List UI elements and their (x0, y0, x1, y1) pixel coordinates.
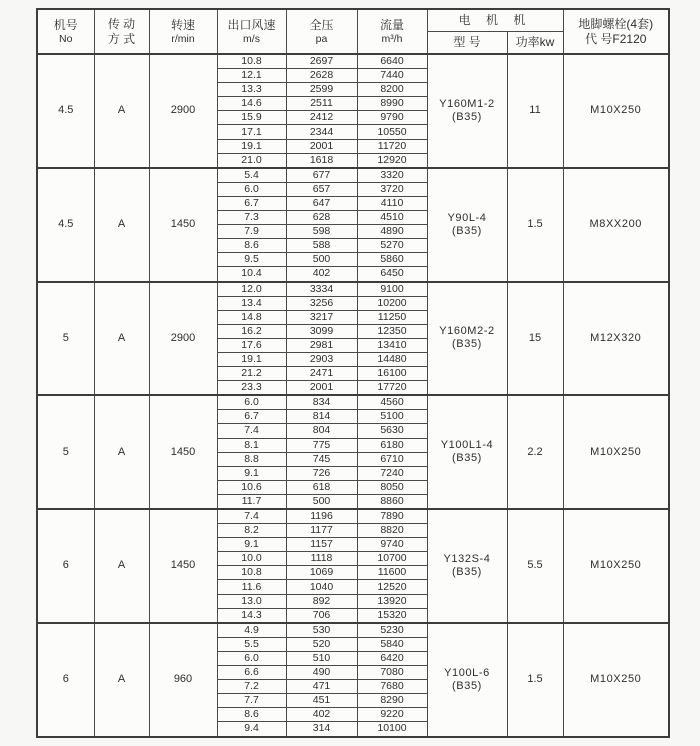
header-outlet-velocity-unit: m/s (243, 32, 260, 45)
speed-cell: 1450 (149, 509, 217, 623)
flow-cell: 5100 (357, 410, 427, 424)
header-anchor-bolt (563, 9, 669, 54)
flow-cell: 7440 (357, 69, 427, 83)
header-pressure (286, 9, 357, 54)
outlet-velocity-cell: 9.1 (217, 466, 286, 480)
pressure-cell: 490 (286, 666, 357, 680)
header-machine-no-label: 机号 (53, 17, 78, 32)
flow-cell: 6180 (357, 438, 427, 452)
flow-cell: 4110 (357, 196, 427, 210)
outlet-velocity-cell: 10.0 (217, 552, 286, 566)
anchor-bolt-cell: M10X250 (563, 54, 669, 168)
flow-cell: 10700 (357, 552, 427, 566)
pressure-cell: 3217 (286, 310, 357, 324)
pressure-cell: 1118 (286, 552, 357, 566)
machine-no-cell: 4.5 (37, 54, 94, 168)
flow-cell: 5230 (357, 623, 427, 638)
anchor-bolt-cell: M12X320 (563, 282, 669, 396)
pressure-cell: 1157 (286, 538, 357, 552)
pressure-cell: 2471 (286, 367, 357, 381)
outlet-velocity-cell: 14.6 (217, 97, 286, 111)
motor-mount-text: (B35) (452, 224, 482, 237)
header-pressure-unit: pa (315, 32, 328, 45)
flow-cell: 13410 (357, 338, 427, 352)
outlet-velocity-cell: 9.4 (217, 722, 286, 737)
outlet-velocity-cell: 6.6 (217, 666, 286, 680)
header-flow-unit: m³/h (381, 32, 403, 45)
motor-model-cell (427, 168, 507, 282)
motor-model-text: Y160M1-2 (439, 97, 495, 110)
header-outlet-velocity (217, 9, 286, 54)
outlet-velocity-cell: 8.6 (217, 239, 286, 253)
flow-cell: 3720 (357, 182, 427, 196)
anchor-bolt-cell: M8XX200 (563, 168, 669, 282)
outlet-velocity-cell: 14.3 (217, 608, 286, 623)
header-machine-no-unit: No (59, 32, 73, 45)
outlet-velocity-cell: 8.6 (217, 708, 286, 722)
outlet-velocity-cell: 6.0 (217, 182, 286, 196)
flow-cell: 10100 (357, 722, 427, 737)
flow-cell: 8820 (357, 524, 427, 538)
flow-cell: 8050 (357, 480, 427, 494)
pressure-cell: 804 (286, 424, 357, 438)
speed-cell: 2900 (149, 282, 217, 396)
header-motor-model: 型 号 (427, 32, 507, 55)
flow-cell: 4890 (357, 225, 427, 239)
anchor-bolt-cell: M10X250 (563, 395, 669, 509)
flow-cell: 15320 (357, 608, 427, 623)
outlet-velocity-cell: 10.6 (217, 480, 286, 494)
flow-cell: 9100 (357, 282, 427, 297)
flow-cell: 11600 (357, 566, 427, 580)
machine-no-cell: 6 (37, 509, 94, 623)
header-speed (149, 9, 217, 54)
pressure-cell: 510 (286, 651, 357, 665)
motor-power-cell: 2.2 (507, 395, 563, 509)
pressure-cell: 628 (286, 211, 357, 225)
outlet-velocity-cell: 8.1 (217, 438, 286, 452)
outlet-velocity-cell: 10.8 (217, 566, 286, 580)
pressure-cell: 814 (286, 410, 357, 424)
drive-type-cell: A (94, 509, 149, 623)
header-motor-group: 电 机 机 (427, 9, 563, 32)
flow-cell: 5630 (357, 424, 427, 438)
header-speed-unit: r/min (171, 32, 195, 45)
flow-cell: 4510 (357, 211, 427, 225)
outlet-velocity-cell: 13.4 (217, 296, 286, 310)
flow-cell: 11720 (357, 139, 427, 153)
outlet-velocity-cell: 6.7 (217, 196, 286, 210)
pressure-cell: 520 (286, 637, 357, 651)
header-pressure-label: 全压 (309, 17, 334, 32)
outlet-velocity-cell: 7.9 (217, 225, 286, 239)
pressure-cell: 2001 (286, 381, 357, 396)
pressure-cell: 402 (286, 708, 357, 722)
motor-model-cell (427, 395, 507, 509)
pressure-cell: 2599 (286, 83, 357, 97)
pressure-cell: 677 (286, 168, 357, 183)
pressure-cell: 834 (286, 395, 357, 410)
header-flow-label: 流量 (379, 17, 404, 32)
outlet-velocity-cell: 7.2 (217, 680, 286, 694)
outlet-velocity-cell: 10.4 (217, 267, 286, 282)
outlet-velocity-cell: 8.8 (217, 452, 286, 466)
outlet-velocity-cell: 5.4 (217, 168, 286, 183)
table-body (37, 54, 669, 737)
header-drive-line1: 传 动 (107, 16, 136, 31)
flow-cell: 6710 (357, 452, 427, 466)
outlet-velocity-cell: 9.1 (217, 538, 286, 552)
flow-cell: 9740 (357, 538, 427, 552)
flow-cell: 9220 (357, 708, 427, 722)
outlet-velocity-cell: 6.0 (217, 651, 286, 665)
speed-cell: 960 (149, 623, 217, 737)
pressure-cell: 598 (286, 225, 357, 239)
spec-row (37, 54, 669, 69)
pressure-cell: 1196 (286, 509, 357, 524)
header-flow (357, 9, 427, 54)
header-speed-label: 转速 (170, 17, 195, 32)
pressure-cell: 1069 (286, 566, 357, 580)
pressure-cell: 3334 (286, 282, 357, 297)
motor-model-text: Y100L1-4 (440, 439, 494, 452)
outlet-velocity-cell: 7.3 (217, 211, 286, 225)
outlet-velocity-cell: 7.4 (217, 424, 286, 438)
drive-type-cell: A (94, 168, 149, 282)
outlet-velocity-cell: 12.0 (217, 282, 286, 297)
motor-power-cell: 15 (507, 282, 563, 396)
flow-cell: 12350 (357, 324, 427, 338)
outlet-velocity-cell: 19.1 (217, 139, 286, 153)
motor-mount-text: (B35) (452, 452, 482, 465)
outlet-velocity-cell: 17.1 (217, 125, 286, 139)
pressure-cell: 314 (286, 722, 357, 737)
outlet-velocity-cell: 8.2 (217, 524, 286, 538)
flow-cell: 8860 (357, 494, 427, 509)
header-outlet-velocity-label: 出口风速 (227, 17, 276, 32)
outlet-velocity-cell: 17.6 (217, 338, 286, 352)
flow-cell: 10550 (357, 125, 427, 139)
flow-cell: 8200 (357, 83, 427, 97)
flow-cell: 9790 (357, 111, 427, 125)
pressure-cell: 2697 (286, 54, 357, 69)
flow-cell: 6420 (357, 651, 427, 665)
flow-cell: 6640 (357, 54, 427, 69)
outlet-velocity-cell: 21.0 (217, 153, 286, 168)
spec-row (37, 395, 669, 410)
spec-row (37, 509, 669, 524)
machine-no-cell: 6 (37, 623, 94, 737)
outlet-velocity-cell: 5.5 (217, 637, 286, 651)
outlet-velocity-cell: 12.1 (217, 69, 286, 83)
flow-cell: 7240 (357, 466, 427, 480)
motor-power-cell: 1.5 (507, 168, 563, 282)
motor-model-text: Y132S-4 (443, 552, 491, 565)
drive-type-cell: A (94, 395, 149, 509)
speed-cell: 1450 (149, 168, 217, 282)
motor-mount-text: (B35) (452, 679, 482, 692)
motor-model-cell (427, 623, 507, 737)
pressure-cell: 1618 (286, 153, 357, 168)
flow-cell: 11250 (357, 310, 427, 324)
fan-spec-table (36, 8, 670, 738)
pressure-cell: 500 (286, 253, 357, 267)
outlet-velocity-cell: 19.1 (217, 352, 286, 366)
flow-cell: 17720 (357, 381, 427, 396)
pressure-cell: 618 (286, 480, 357, 494)
motor-model-cell (427, 54, 507, 168)
flow-cell: 12520 (357, 580, 427, 594)
pressure-cell: 588 (286, 239, 357, 253)
pressure-cell: 2412 (286, 111, 357, 125)
pressure-cell: 892 (286, 594, 357, 608)
spec-row (37, 623, 669, 638)
outlet-velocity-cell: 6.7 (217, 410, 286, 424)
header-anchor-bolt-line2: 代 号F2120 (585, 31, 647, 46)
pressure-cell: 2344 (286, 125, 357, 139)
motor-power-cell: 5.5 (507, 509, 563, 623)
motor-model-cell (427, 282, 507, 396)
flow-cell: 5860 (357, 253, 427, 267)
drive-type-cell: A (94, 282, 149, 396)
flow-cell: 14480 (357, 352, 427, 366)
flow-cell: 8990 (357, 97, 427, 111)
header-row-1 (37, 9, 669, 32)
outlet-velocity-cell: 9.5 (217, 253, 286, 267)
header-drive-type (94, 9, 149, 54)
pressure-cell: 745 (286, 452, 357, 466)
motor-power-cell: 11 (507, 54, 563, 168)
pressure-cell: 530 (286, 623, 357, 638)
outlet-velocity-cell: 14.8 (217, 310, 286, 324)
machine-no-cell: 4.5 (37, 168, 94, 282)
motor-mount-text: (B35) (452, 110, 482, 123)
pressure-cell: 1177 (286, 524, 357, 538)
header-motor-power: 功率kw (507, 32, 563, 55)
pressure-cell: 451 (286, 694, 357, 708)
flow-cell: 16100 (357, 367, 427, 381)
pressure-cell: 1040 (286, 580, 357, 594)
flow-cell: 5840 (357, 637, 427, 651)
outlet-velocity-cell: 21.2 (217, 367, 286, 381)
spec-row (37, 168, 669, 183)
outlet-velocity-cell: 13.3 (217, 83, 286, 97)
motor-power-cell: 1.5 (507, 623, 563, 737)
flow-cell: 4560 (357, 395, 427, 410)
outlet-velocity-cell: 11.7 (217, 494, 286, 509)
outlet-velocity-cell: 13.0 (217, 594, 286, 608)
flow-cell: 10200 (357, 296, 427, 310)
motor-model-text: Y160M2-2 (439, 325, 495, 338)
flow-cell: 8290 (357, 694, 427, 708)
outlet-velocity-cell: 15.9 (217, 111, 286, 125)
outlet-velocity-cell: 23.3 (217, 381, 286, 396)
motor-mount-text: (B35) (452, 338, 482, 351)
pressure-cell: 726 (286, 466, 357, 480)
motor-model-text: Y90L-4 (447, 211, 487, 224)
anchor-bolt-cell: M10X250 (563, 623, 669, 737)
pressure-cell: 2981 (286, 338, 357, 352)
anchor-bolt-cell: M10X250 (563, 509, 669, 623)
outlet-velocity-cell: 16.2 (217, 324, 286, 338)
outlet-velocity-cell: 11.6 (217, 580, 286, 594)
pressure-cell: 775 (286, 438, 357, 452)
header-drive-line2: 方 式 (107, 31, 136, 46)
flow-cell: 7890 (357, 509, 427, 524)
table-header (37, 9, 669, 54)
pressure-cell: 2903 (286, 352, 357, 366)
outlet-velocity-cell: 4.9 (217, 623, 286, 638)
pressure-cell: 2628 (286, 69, 357, 83)
speed-cell: 1450 (149, 395, 217, 509)
flow-cell: 6450 (357, 267, 427, 282)
motor-mount-text: (B35) (452, 565, 482, 578)
flow-cell: 3320 (357, 168, 427, 183)
flow-cell: 5270 (357, 239, 427, 253)
drive-type-cell: A (94, 623, 149, 737)
pressure-cell: 2001 (286, 139, 357, 153)
flow-cell: 13920 (357, 594, 427, 608)
spec-row (37, 282, 669, 297)
motor-model-text: Y100L-6 (444, 666, 490, 679)
pressure-cell: 706 (286, 608, 357, 623)
pressure-cell: 3099 (286, 324, 357, 338)
outlet-velocity-cell: 7.7 (217, 694, 286, 708)
pressure-cell: 2511 (286, 97, 357, 111)
outlet-velocity-cell: 10.8 (217, 54, 286, 69)
header-machine-no (37, 9, 94, 54)
pressure-cell: 402 (286, 267, 357, 282)
pressure-cell: 3256 (286, 296, 357, 310)
pressure-cell: 500 (286, 494, 357, 509)
pressure-cell: 647 (286, 196, 357, 210)
flow-cell: 7680 (357, 680, 427, 694)
flow-cell: 12920 (357, 153, 427, 168)
flow-cell: 7080 (357, 666, 427, 680)
pressure-cell: 471 (286, 680, 357, 694)
speed-cell: 2900 (149, 54, 217, 168)
outlet-velocity-cell: 6.0 (217, 395, 286, 410)
pressure-cell: 657 (286, 182, 357, 196)
motor-model-cell (427, 509, 507, 623)
drive-type-cell: A (94, 54, 149, 168)
machine-no-cell: 5 (37, 282, 94, 396)
outlet-velocity-cell: 7.4 (217, 509, 286, 524)
header-anchor-bolt-line1: 地脚螺栓(4套) (578, 16, 654, 31)
machine-no-cell: 5 (37, 395, 94, 509)
